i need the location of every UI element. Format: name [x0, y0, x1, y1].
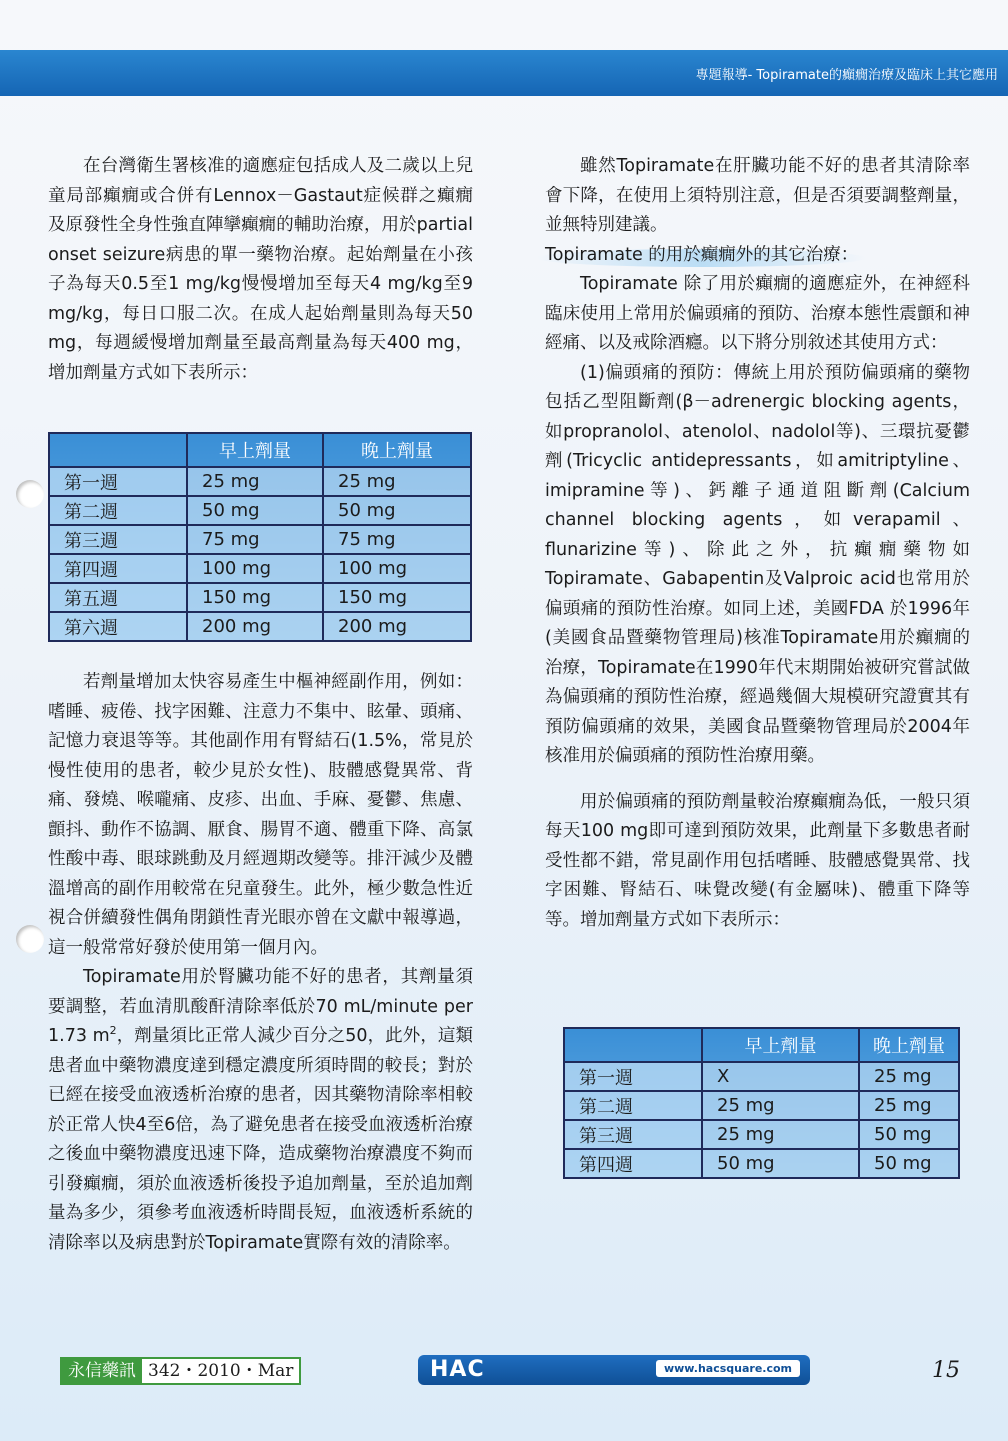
hac-logo: HAC [430, 1357, 485, 1382]
week-cell: 第六週 [49, 612, 187, 641]
morning-dose-cell: 50 mg [702, 1149, 859, 1178]
morning-dose-cell: 150 mg [187, 583, 323, 612]
morning-dose-cell: 100 mg [187, 554, 323, 583]
table-row [49, 496, 471, 525]
morning-dose-cell: 25 mg [187, 467, 323, 496]
page-number: 15 [932, 1358, 960, 1383]
renal-text-b: ，劑量須比正常人減少百分之50，此外，這類患者血中藥物濃度達到穩定濃度所須時間的較長；對於已經在接受血液透析治療的患者，因其藥物清除率相較於正常人快4至6倍，為了避免患者在接受血液透析治療之後血中藥物濃度迅速下降，造成藥物治療濃度不夠而引發癲癇，須於血液透析後投予追加劑量，至於追加劑量為多少，須參考血液透析時間長短，血液透析系統的清除率以及病患對於Topiramate實際有效的清除率。 [48, 1026, 473, 1253]
evening-dose-cell: 150 mg [323, 583, 471, 612]
morning-dose-cell: 200 mg [187, 612, 323, 641]
dosage-table-epilepsy [48, 432, 472, 642]
evening-dose-cell: 50 mg [859, 1149, 959, 1178]
table-row [49, 525, 471, 554]
binder-hole [16, 480, 44, 508]
left-column-lower [48, 668, 473, 1258]
paragraph-indications: 在台灣衛生署核准的適應症包括成人及二歲以上兒童局部癲癇或合併有Lennox－Gastaut症候群之癲癇及原發性全身性強直陣攣癲癇的輔助治療，用於partial onset seizure病患的單一藥物治療。起始劑量在小孩子為每天0.5至1 mg/kg慢慢增加至每天4 mg/kg至9 mg/kg，每日口服二次。在成人起始劑量則為每天50 mg，每週緩慢增加劑量至最高劑量為每天400 mg，增加劑量方式如下表所示： [48, 156, 473, 383]
evening-dose-cell: 50 mg [859, 1120, 959, 1149]
morning-dose-cell: 50 mg [187, 496, 323, 525]
table-header-row [49, 433, 471, 467]
hac-banner [418, 1355, 810, 1385]
table-header-cell: 早上劑量 [702, 1028, 859, 1062]
table-header-cell: 早上劑量 [187, 433, 323, 467]
table-header-row [564, 1028, 959, 1062]
table-header-cell: 晚上劑量 [859, 1028, 959, 1062]
week-cell: 第三週 [564, 1120, 702, 1149]
table-row [49, 467, 471, 496]
week-cell: 第三週 [49, 525, 187, 554]
week-cell: 第五週 [49, 583, 187, 612]
paragraph-side-effects: 若劑量增加太快容易產生中樞神經副作用，例如：嗜睡、疲倦、找字困難、注意力不集中、眩暈、頭痛、記憶力衰退等等。其他副作用有腎結石(1.5%，常見於慢性使用的患者，較少見於女性)、肢體感覺異常、背痛、發燒、喉嚨痛、皮疹、出血、手麻、憂鬱、焦慮、顫抖、動作不協調、厭食、腸胃不適、體重下降、高氯性酸中毒、眼球跳動及月經週期改變等。排汗減少及體溫增高的副作用較常在兒童發生。此外，極少數急性近視合併續發性偶角閉鎖性青光眼亦曾在文獻中報導過，這一般常常好發於使用第一個月內。 [48, 672, 473, 958]
paragraph-gap [545, 772, 970, 788]
week-cell: 第一週 [564, 1062, 702, 1091]
running-header: 專題報導- Topiramate的癲癇治療及臨床上其它應用 [695, 68, 998, 83]
table-header-cell: 晚上劑量 [323, 433, 471, 467]
paragraph-hepatic: 雖然Topiramate在肝臟功能不好的患者其清除率會下降，在使用上須特別注意，但是否須要調整劑量，並無特別建議。 [545, 156, 970, 235]
evening-dose-cell: 25 mg [859, 1062, 959, 1091]
morning-dose-cell: 25 mg [702, 1120, 859, 1149]
morning-dose-cell: 25 mg [702, 1091, 859, 1120]
paragraph-other-uses: Topiramate 除了用於癲癇的適應症外，在神經科臨床使用上常用於偏頭痛的預防、治療本態性震顫和神經痛、以及戒除酒癮。以下將分別敘述其使用方式： [545, 274, 970, 353]
paragraph-migraine-dose: 用於偏頭痛的預防劑量較治療癲癇為低，一般只須每天100 mg即可達到預防效果，此劑量下多數患者耐受性都不錯，常見副作用包括嗜睡、肢體感覺異常、找字困難、腎結石、味覺改變(有金屬味)、體重下降等等。增加劑量方式如下表所示： [545, 791, 970, 930]
table-row [564, 1120, 959, 1149]
week-cell: 第四週 [49, 554, 187, 583]
magazine-name: 永信藥訊 [62, 1359, 142, 1383]
section-heading-wrap [545, 241, 970, 271]
table-row [564, 1062, 959, 1091]
morning-dose-cell: 75 mg [187, 525, 323, 554]
evening-dose-cell: 200 mg [323, 612, 471, 641]
binder-hole [16, 925, 44, 953]
header-band [0, 50, 1008, 96]
magazine-badge [60, 1357, 301, 1385]
paragraph-renal [48, 963, 473, 1258]
table-row [49, 612, 471, 641]
superscript: 2 [109, 1024, 117, 1038]
morning-dose-cell: X [702, 1062, 859, 1091]
dosage-table-migraine [563, 1027, 960, 1179]
table-row [564, 1091, 959, 1120]
issue-label: 342・2010・Mar [142, 1359, 299, 1383]
right-column [545, 152, 970, 935]
website-link[interactable]: www.hacsquare.com [656, 1360, 800, 1377]
left-column [48, 152, 473, 388]
table-row [564, 1149, 959, 1178]
section-heading: Topiramate 的用於癲癇外的其它治療： [545, 241, 858, 271]
week-cell: 第四週 [564, 1149, 702, 1178]
renal-text-a: Topiramate用於腎臟功能不好的患者，其劑量須要調整，若血清肌酸酐清除率低於70 mL/minute per 1.73 m [48, 967, 473, 1046]
evening-dose-cell: 100 mg [323, 554, 471, 583]
evening-dose-cell: 25 mg [323, 467, 471, 496]
week-cell: 第一週 [49, 467, 187, 496]
week-cell: 第二週 [49, 496, 187, 525]
table-header-cell [564, 1028, 702, 1062]
table-row [49, 554, 471, 583]
evening-dose-cell: 25 mg [859, 1091, 959, 1120]
evening-dose-cell: 50 mg [323, 496, 471, 525]
paragraph-migraine: (1)偏頭痛的預防：傳統上用於預防偏頭痛的藥物包括乙型阻斷劑(β－adrenergic blocking agents，如propranolol、atenolol、nadolol等)、三環抗憂鬱劑(Tricyclic antidepressants，如amitriptyline、imipramine等)、鈣離子通道阻斷劑(Calcium channel blocking agents，如verapamil、flunarizine等)、除此之外，抗癲癇藥物如Topiramate、Gabapentin及Valproic acid也常用於偏頭痛的預防性治療。如同上述，美國FDA 於1996年(美國食品暨藥物管理局)核准Topiramate用於癲癇的治療，Topiramate在1990年代末期開始被研究嘗試做為偏頭痛的預防性治療，經過幾個大規模研究證實其有預防偏頭痛的效果，美國食品暨藥物管理局於2004年核准用於偏頭痛的預防性治療用藥。 [545, 362, 970, 766]
week-cell: 第二週 [564, 1091, 702, 1120]
table-header-cell [49, 433, 187, 467]
evening-dose-cell: 75 mg [323, 525, 471, 554]
table-row [49, 583, 471, 612]
